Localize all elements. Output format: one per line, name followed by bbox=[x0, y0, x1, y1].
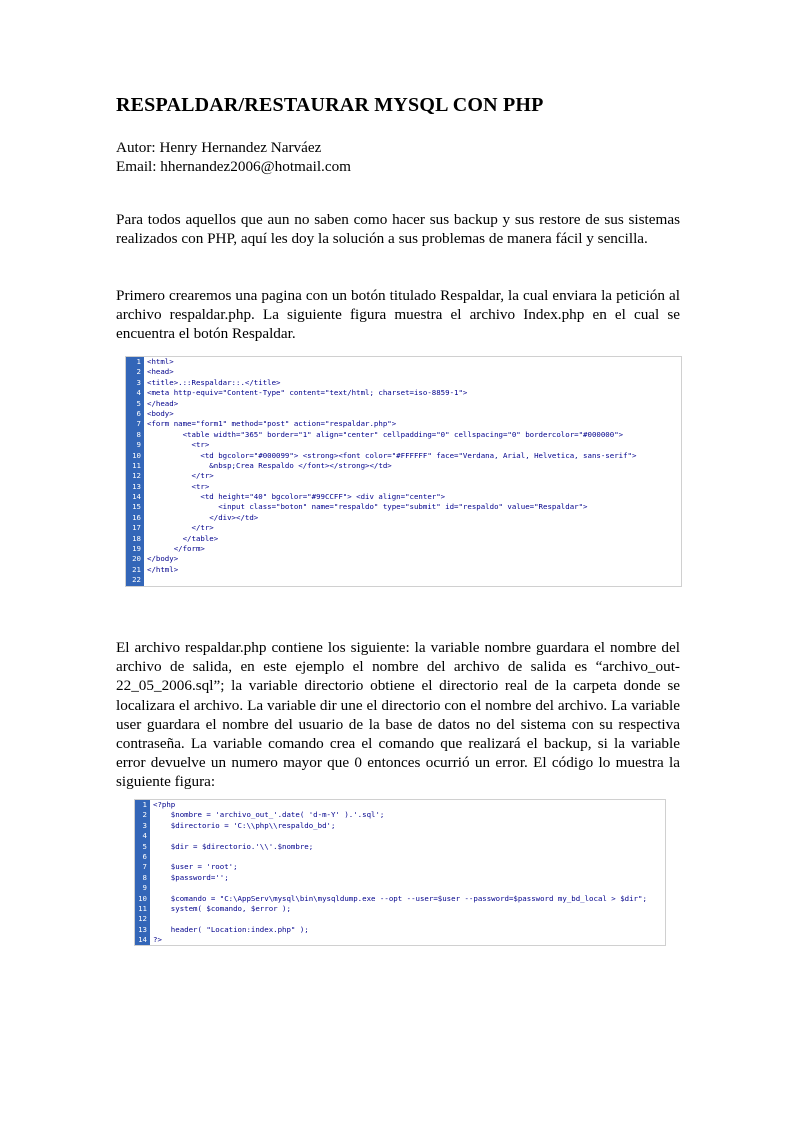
line-number: 1 bbox=[135, 800, 150, 810]
code-text: <?php bbox=[153, 800, 176, 809]
line-number: 9 bbox=[135, 883, 150, 893]
code-text: </tr> bbox=[147, 471, 214, 481]
line-number: 7 bbox=[126, 419, 144, 429]
code-text bbox=[150, 914, 153, 924]
code-text: <body> bbox=[147, 408, 174, 418]
code-text: &nbsp;Crea Respaldo </font></strong></td> bbox=[147, 460, 392, 470]
line-number: 15 bbox=[126, 502, 144, 512]
code-line bbox=[126, 430, 681, 440]
code-text: <td height="40" bgcolor="#99CCFF"> <div align="center"> bbox=[147, 492, 446, 502]
email-line: Email: hhernandez2006@hotmail.com bbox=[116, 158, 351, 175]
line-number: 18 bbox=[126, 534, 144, 544]
line-number: 9 bbox=[126, 440, 144, 450]
code-line bbox=[135, 904, 665, 914]
line-number: 8 bbox=[135, 873, 150, 883]
code-line bbox=[135, 842, 665, 852]
line-number: 5 bbox=[126, 399, 144, 409]
code-text: $user = 'root'; bbox=[153, 862, 238, 872]
code-line bbox=[126, 399, 681, 409]
line-number: 3 bbox=[135, 821, 150, 831]
code-text: </tr> bbox=[147, 523, 214, 533]
author-block bbox=[116, 138, 351, 176]
code-text: </table> bbox=[147, 533, 219, 543]
code-text: <head> bbox=[147, 367, 174, 377]
line-number: 11 bbox=[135, 904, 150, 914]
line-number: 11 bbox=[126, 461, 144, 471]
line-number: 4 bbox=[135, 831, 150, 841]
code-text: <html> bbox=[147, 357, 174, 366]
code-line bbox=[126, 482, 681, 492]
code-figure-respaldar-php bbox=[134, 799, 666, 946]
code-line bbox=[126, 492, 681, 502]
line-number: 10 bbox=[126, 451, 144, 461]
code-text: header( "Location:index.php" ); bbox=[153, 924, 309, 934]
line-number: 17 bbox=[126, 523, 144, 533]
code-line bbox=[126, 357, 681, 367]
intro-paragraph: Para todos aquellos que aun no saben como hacer sus backup y sus restore de sus sistemas realizados con PHP, aquí les doy la solución a sus problemas de manera fácil y sencilla. bbox=[116, 211, 680, 248]
code-line bbox=[126, 534, 681, 544]
code-text bbox=[144, 575, 147, 585]
code-line bbox=[126, 367, 681, 377]
code-line bbox=[135, 831, 665, 841]
code-line bbox=[126, 513, 681, 523]
document-title: RESPALDAR/RESTAURAR MYSQL CON PHP bbox=[116, 94, 544, 116]
code-line bbox=[126, 575, 681, 585]
line-number: 13 bbox=[126, 482, 144, 492]
code-line bbox=[135, 852, 665, 862]
code-text: <tr> bbox=[147, 481, 210, 491]
code-text: <title>.::Respaldar::.</title> bbox=[147, 377, 281, 387]
code-text bbox=[150, 831, 153, 841]
code-text: <tr> bbox=[147, 440, 210, 450]
code-text bbox=[150, 852, 153, 862]
code-line bbox=[126, 461, 681, 471]
code-text: <td bgcolor="#000099"> <strong><font color="#FFFFFF" face="Verdana, Arial, Helvetica, sans-serif"> bbox=[147, 450, 637, 460]
line-number: 12 bbox=[135, 914, 150, 924]
code-text: $directorio = 'C:\\php\\respaldo_bd'; bbox=[153, 820, 336, 830]
code-text bbox=[150, 883, 153, 893]
line-number: 10 bbox=[135, 894, 150, 904]
code-line bbox=[135, 821, 665, 831]
line-number: 4 bbox=[126, 388, 144, 398]
code-text: $dir = $directorio.'\\'.$nombre; bbox=[153, 841, 314, 851]
line-number: 2 bbox=[135, 810, 150, 820]
code-line bbox=[126, 523, 681, 533]
code-line bbox=[126, 451, 681, 461]
code-text: </html> bbox=[147, 564, 179, 574]
code-text: <input class="boton" name="respaldo" type="submit" id="respaldo" value="Respaldar"> bbox=[147, 502, 588, 512]
code-text: $comando = "C:\AppServ\mysql\bin\mysqldump.exe --opt --user=$user --password=$password my_bd_local > $dir"; bbox=[153, 893, 647, 903]
line-number: 2 bbox=[126, 367, 144, 377]
line-number: 13 bbox=[135, 925, 150, 935]
code-line bbox=[135, 925, 665, 935]
line-number: 3 bbox=[126, 378, 144, 388]
line-number: 14 bbox=[126, 492, 144, 502]
code-text: <meta http-equiv="Content-Type" content="text/html; charset=iso-8859-1"> bbox=[147, 388, 468, 398]
line-number: 20 bbox=[126, 554, 144, 564]
code-line bbox=[126, 554, 681, 564]
line-number: 12 bbox=[126, 471, 144, 481]
code-text: system( $comando, $error ); bbox=[153, 903, 291, 913]
line-number: 8 bbox=[126, 430, 144, 440]
code-line bbox=[126, 440, 681, 450]
author-line: Autor: Henry Hernandez Narváez bbox=[116, 139, 322, 156]
line-number: 6 bbox=[126, 409, 144, 419]
code-line bbox=[126, 388, 681, 398]
code-text: $nombre = 'archivo_out_'.date( 'd-m-Y' ).'.sql'; bbox=[153, 810, 385, 820]
code-line bbox=[126, 471, 681, 481]
code-text: $password=''; bbox=[153, 872, 229, 882]
code-figure-index-php bbox=[125, 356, 682, 587]
code-line bbox=[135, 883, 665, 893]
code-line bbox=[135, 894, 665, 904]
code-line bbox=[135, 873, 665, 883]
code-line bbox=[135, 862, 665, 872]
code-text: <table width="365" border="1" align="center" cellpadding="0" cellspacing="0" bordercolor="#000000"> bbox=[147, 429, 624, 439]
line-number: 22 bbox=[126, 575, 144, 585]
code-line bbox=[126, 419, 681, 429]
code-text: ?> bbox=[153, 935, 162, 945]
line-number: 19 bbox=[126, 544, 144, 554]
code-text: </div></td> bbox=[147, 512, 259, 522]
code-line bbox=[126, 409, 681, 419]
line-number: 7 bbox=[135, 862, 150, 872]
code-line bbox=[135, 800, 665, 810]
respaldar-description-paragraph: El archivo respaldar.php contiene los siguiente: la variable nombre guardara el nombre del archivo de salida, en este ejemplo el nombre del archivo de salida es “archivo_out-22_05_2006.sql”; la variable directorio obtiene el directorio real de la carpeta donde se localizara el archivo. La variable dir une el directorio con el nombre del archivo. La variable user guardara el nombre del usuario de la base de datos no del sistema con su respectiva contraseña. La variable comando crea el comando que realizará el backup, si la variable error devuelve un numero mayor que 0 entonces ocurrió un error. El código lo muestra la siguiente figura: bbox=[116, 639, 680, 791]
line-number: 16 bbox=[126, 513, 144, 523]
code-line bbox=[135, 935, 665, 945]
code-line bbox=[135, 810, 665, 820]
code-line bbox=[126, 378, 681, 388]
code-text: <form name="form1" method="post" action="respaldar.php"> bbox=[147, 419, 397, 429]
line-number: 14 bbox=[135, 935, 150, 945]
line-number: 1 bbox=[126, 357, 144, 367]
code-line bbox=[135, 914, 665, 924]
code-line bbox=[126, 502, 681, 512]
line-number: 5 bbox=[135, 842, 150, 852]
code-text: </body> bbox=[147, 554, 179, 564]
line-number: 6 bbox=[135, 852, 150, 862]
code-line bbox=[126, 565, 681, 575]
index-description-paragraph: Primero crearemos una pagina con un botón titulado Respaldar, la cual enviara la petición al archivo respaldar.php. La siguiente figura muestra el archivo Index.php en el cual se encuentra el botón Respaldar. bbox=[116, 287, 680, 343]
code-text: </form> bbox=[147, 544, 205, 554]
code-text: </head> bbox=[147, 398, 179, 408]
code-line bbox=[126, 544, 681, 554]
line-number: 21 bbox=[126, 565, 144, 575]
